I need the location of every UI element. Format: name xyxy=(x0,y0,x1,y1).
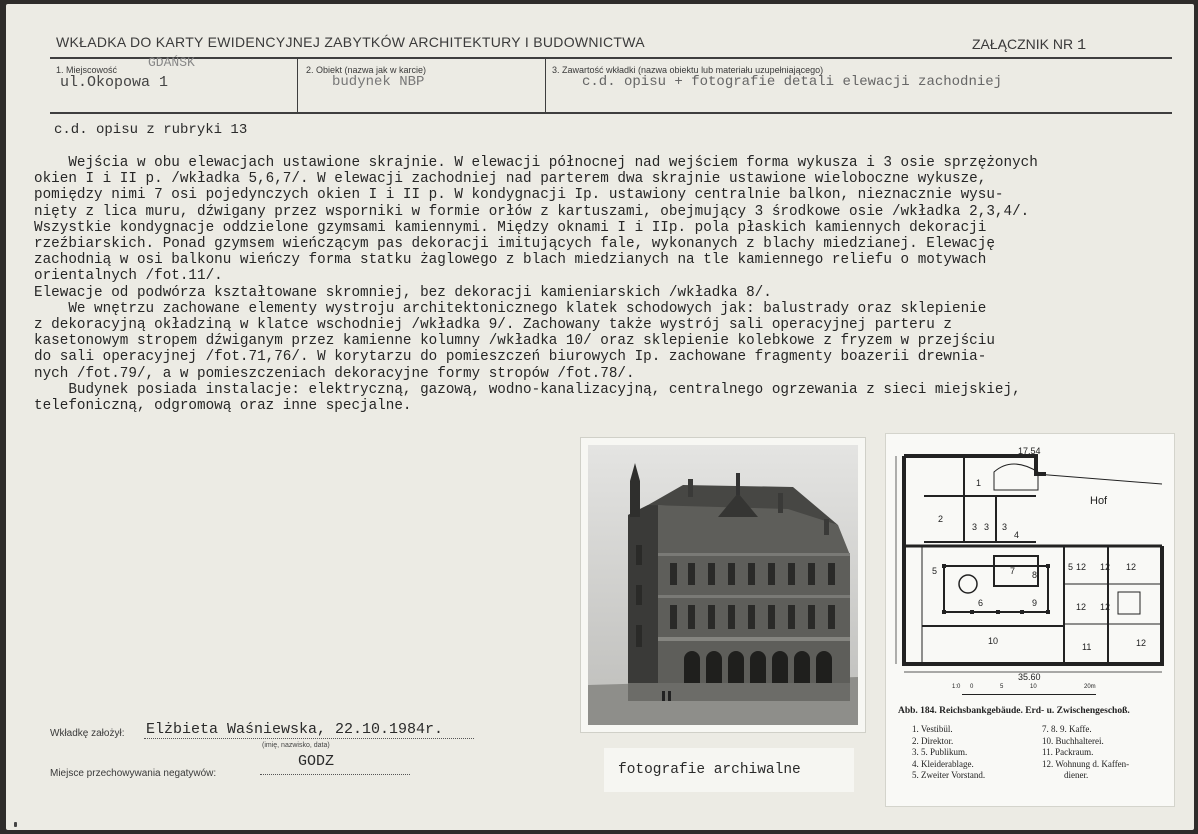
annex-number xyxy=(972,36,1086,54)
description-line: orientalnych /fot.11/. xyxy=(34,268,223,285)
founder-value: Elżbieta Waśniewska, 22.10.1984r. xyxy=(146,721,444,738)
scale-tick: 1:0 xyxy=(952,684,961,690)
plan-dimension-bottom: 35.60 xyxy=(1018,672,1041,682)
plan-room-label: 3 xyxy=(972,522,978,532)
annex-label: ZAŁĄCZNIK NR xyxy=(972,36,1074,52)
plan-yard-label: Hof xyxy=(1090,495,1108,507)
legend-item: 10. Buchhalterei. xyxy=(1042,735,1104,746)
legend-item: 1. Vestibül. xyxy=(912,724,953,734)
plan-room-label: 12 xyxy=(1100,602,1111,612)
scale-tick: 0 xyxy=(970,684,974,690)
legend-item: 7. 8. 9. Kaffe. xyxy=(1042,724,1092,734)
plan-room-label: 11 xyxy=(1082,642,1092,652)
plan-room-label: 1 xyxy=(976,478,982,488)
plan-room-label: 3 xyxy=(984,522,990,532)
description-line: nięty z lica muru, dźwigany przez wsporniki w formie orłów z kartuszami, obejmujący 3 środkowe osie /wkładka 2,3,4/. xyxy=(34,203,1030,220)
legend-item: 5. Zweiter Vorstand. xyxy=(912,770,986,780)
plan-scale-bar xyxy=(952,684,1102,698)
description-line: kasetonowym stropem dźwiganym przez kamienne kolumny /wkładka 10/ oraz sklepienie kolebkowe z fryzem w przejściu xyxy=(34,333,995,350)
description-line: z dekoracyjną okładziną w klatce wschodniej /wkładka 9/. Zachowany także wystrój sali operacyjnej parteru z xyxy=(34,317,953,334)
section-subtitle: c.d. opisu z rubryki 13 xyxy=(54,122,248,138)
scale-tick: 10 xyxy=(1030,684,1037,690)
archival-label-box xyxy=(604,748,854,792)
description-text xyxy=(34,155,1184,414)
plan-room-label: 4 xyxy=(1014,530,1020,540)
description-line: zachodnią w osi balkonu wieńczy forma statku żaglowego z blach miedzianych na tle kamiennego reliefu o motywach xyxy=(34,252,987,269)
field-divider-2 xyxy=(545,59,546,112)
contents-label: 3. Zawartość wkładki (nazwa obiektu lub materiału uzupełniającego) xyxy=(552,65,824,75)
plan-legend-right xyxy=(1042,724,1129,782)
record-card xyxy=(6,4,1194,830)
founder-underline xyxy=(144,738,474,739)
description-line: We wnętrzu zachowane elementy wystroju architektonicznego klatek schodowych jak: balustrady oraz sklepienie xyxy=(34,300,987,317)
legend-item: diener. xyxy=(1064,770,1089,780)
legend-item: 11. Packraum. xyxy=(1042,747,1094,757)
plan-caption: Abb. 184. Reichsbankgebäude. Erd- u. Zwischengeschoß. xyxy=(898,706,1130,716)
locality-value: ul.Okopowa 1 xyxy=(60,74,169,91)
plan-room-label: 6 xyxy=(978,598,984,608)
annex-value: 1 xyxy=(1077,37,1087,54)
description-line: pomiędzy nimi 7 osi pojedynczych okien I i II p. W kondygnacji Ip. ustawiony centralnie balkon, nieznacznie wysu- xyxy=(34,187,1004,204)
plan-room-label: 5 xyxy=(1068,562,1074,572)
negatives-value: GODZ xyxy=(298,753,335,770)
description-line: rzeźbiarskich. Ponad gzymsem wieńczącym pas dekoracji imitujących fale, wykonanych z blachy miedzianej. Elewację xyxy=(34,236,995,253)
plan-dimension-top: 17.54 xyxy=(1018,446,1041,456)
plan-room-label: 7 xyxy=(1010,566,1016,576)
founder-hint: (imię, nazwisko, data) xyxy=(262,742,330,749)
scale-tick: 20m xyxy=(1084,684,1096,690)
object-label: 2. Obiekt (nazwa jak w karcie) xyxy=(306,65,427,75)
description-line: Wejścia w obu elewacjach ustawione skrajnie. W elewacji północnej nad wejściem forma wykusza i 3 osie sprzężonych xyxy=(34,155,1038,171)
locality-city: GDAŃSK xyxy=(148,55,195,70)
plan-room-label: 12 xyxy=(1076,562,1087,572)
plan-room-label: 9 xyxy=(1032,598,1038,608)
locality-label: 1. Miejscowość xyxy=(56,65,118,75)
floor-plan-drawing xyxy=(886,434,1174,684)
building-photo xyxy=(581,438,865,732)
legend-item: 12. Wohnung d. Kaffen- xyxy=(1042,758,1130,769)
floor-plan xyxy=(886,434,1174,806)
plan-room-label: 3 xyxy=(1002,522,1008,532)
card-title: WKŁADKA DO KARTY EWIDENCYJNEJ ZABYTKÓW ARCHITEKTURY I BUDOWNICTWA xyxy=(56,34,645,50)
founder-label: Wkładkę założył: xyxy=(50,728,125,739)
description-line: okien I i II p. /wkładka 5,6,7/. W elewacji zachodniej nad parterem dwa skrajnie ustawione wieloboczne wykusze, xyxy=(34,171,987,188)
field-divider-1 xyxy=(297,59,298,112)
description-line: Budynek posiada instalacje: elektryczną, gazową, wodno-kanalizacyjną, centralnego ogrzewania z sieci miejskiej, xyxy=(34,381,1021,398)
description-line: do sali operacyjnej /fot.71,76/. W korytarzu do pomieszczeń biurowych Ip. zachowane fragmenty boazerii drewnia- xyxy=(34,349,987,366)
plan-room-label: 2 xyxy=(938,514,944,524)
plan-room-label: 5 xyxy=(932,566,938,576)
description-line: Elewacje od podwórza kształtowane skromniej, bez dekoracji kamieniarskich /wkładka 8/. xyxy=(34,284,772,301)
negatives-underline xyxy=(260,774,410,775)
plan-room-label: 10 xyxy=(988,636,999,646)
building-illustration xyxy=(588,445,858,725)
description-line: Wszystkie kondygnacje oddzielone gzymsami kamiennymi. Między oknami I i IIp. pola płaskich kamiennych dekoracji xyxy=(34,219,987,236)
negatives-label: Miejsce przechowywania negatywów: xyxy=(50,768,217,779)
plan-room-label: 12 xyxy=(1126,562,1137,572)
punch-hole-mark xyxy=(14,822,17,827)
description-line: nych /fot.79/, a w pomieszczeniach dekoracyjne formy stropów /fot.78/. xyxy=(34,365,635,382)
plan-room-label: 8 xyxy=(1032,570,1038,580)
legend-item: 4. Kleiderablage. xyxy=(912,758,974,769)
contents-value: c.d. opisu + fotografie detali elewacji zachodniej xyxy=(582,74,1003,90)
legend-item: 2. Direktor. xyxy=(912,735,954,746)
archival-label: fotografie archiwalne xyxy=(618,762,801,778)
plan-legend-left xyxy=(912,724,985,782)
plan-room-label: 12 xyxy=(1100,562,1111,572)
header-rule-bottom xyxy=(50,112,1172,114)
description-line: telefoniczną, odgromową oraz inne specjalne. xyxy=(34,398,412,415)
plan-room-label: 12 xyxy=(1136,638,1147,648)
object-value: budynek NBP xyxy=(332,74,425,90)
plan-room-label: 12 xyxy=(1076,602,1087,612)
scale-tick: 5 xyxy=(1000,684,1004,690)
legend-item: 3. 5. Publikum. xyxy=(912,747,968,757)
header-rule-top xyxy=(50,57,1172,59)
